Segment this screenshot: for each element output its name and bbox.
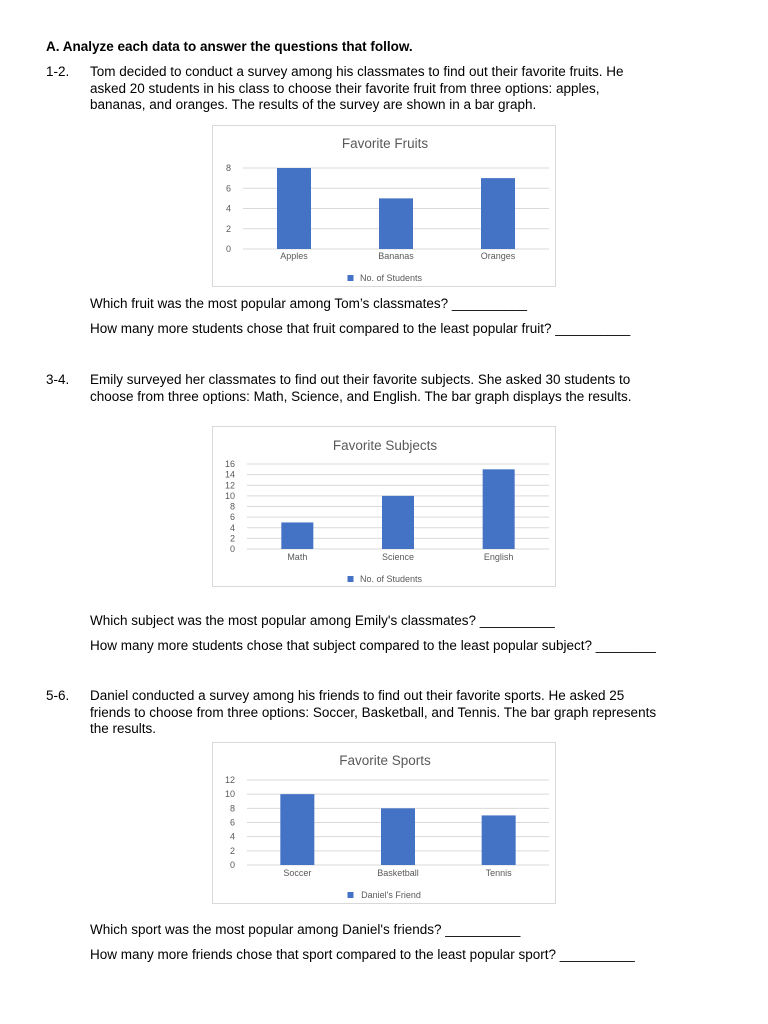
legend-label: Daniel's Friend — [361, 890, 421, 900]
bar-math — [281, 522, 313, 549]
y-tick-label: 2 — [225, 223, 231, 234]
chart-svg — [213, 126, 557, 288]
paragraph-line: Emily surveyed her classmates to find out their favorite subjects. She asked 30 students to — [90, 372, 631, 387]
x-tick-label: English — [483, 552, 514, 562]
question: How many more students chose that subject compared to the least popular subject? ________ — [90, 638, 656, 653]
legend-label: No. of Students — [359, 574, 423, 584]
y-tick-label: 6 — [229, 817, 235, 828]
y-tick-label: 2 — [229, 845, 235, 856]
x-tick-label: Basketball — [377, 868, 419, 878]
chart-title: Favorite Sports — [339, 753, 431, 768]
question: How many more friends chose that sport compared to the least popular sport? __________ — [90, 947, 635, 962]
question: Which fruit was the most popular among Tom’s classmates? __________ — [90, 296, 527, 311]
legend-swatch — [348, 892, 354, 898]
y-tick-label: 16 — [224, 459, 235, 469]
paragraph-line: choose from three options: Math, Science, and English. The bar graph displays the results. — [90, 388, 632, 404]
bar-apples — [277, 168, 311, 249]
bar-tennis — [482, 815, 516, 865]
bar-soccer — [280, 794, 314, 865]
item-paragraph — [90, 64, 624, 114]
bar-english — [483, 469, 515, 549]
paragraph-line: asked 20 students in his class to choose their favorite fruit from three options: apples, — [90, 80, 600, 96]
y-tick-label: 12 — [224, 775, 235, 785]
x-tick-label: Apples — [280, 251, 308, 261]
x-tick-label: Math — [287, 552, 308, 562]
y-tick-label: 12 — [224, 480, 235, 491]
x-tick-label: Soccer — [283, 868, 312, 878]
y-tick-label: 8 — [229, 803, 235, 814]
paragraph-line: friends to choose from three options: Soccer, Basketball, and Tennis. The bar graph represents — [90, 704, 657, 720]
legend-swatch — [348, 576, 354, 582]
chart-svg — [213, 743, 557, 905]
item-paragraph — [90, 372, 632, 405]
item-number: 3-4. — [46, 372, 70, 387]
bar-oranges — [481, 178, 515, 249]
chart-title: Favorite Subjects — [332, 438, 438, 453]
x-tick-label: Oranges — [480, 251, 516, 261]
paragraph-line: Daniel conducted a survey among his friends to find out their favorite sports. He asked 25 — [90, 688, 625, 703]
x-tick-label: Bananas — [378, 251, 414, 261]
y-tick-label: 4 — [229, 831, 235, 842]
y-tick-label: 0 — [229, 544, 235, 554]
y-tick-label: 4 — [229, 522, 235, 533]
chart-svg — [213, 427, 557, 588]
y-tick-label: 8 — [229, 501, 235, 512]
paragraph-line: bananas, and oranges. The results of the survey are shown in a bar graph. — [90, 97, 537, 112]
chart-title: Favorite Fruits — [341, 136, 429, 151]
y-tick-label: 6 — [225, 183, 231, 194]
legend-label: No. of Students — [359, 273, 423, 283]
paragraph-line: Tom decided to conduct a survey among his classmates to find out their favorite fruits. He — [90, 64, 624, 79]
y-tick-label: 8 — [225, 163, 231, 173]
bar-chart-subjects — [212, 426, 556, 587]
x-tick-label: Science — [381, 552, 415, 562]
y-tick-label: 10 — [224, 789, 235, 800]
bar-chart-sports — [212, 742, 556, 904]
y-tick-label: 14 — [224, 469, 235, 480]
question: Which sport was the most popular among Daniel's friends? __________ — [90, 922, 521, 937]
y-tick-label: 2 — [229, 533, 235, 544]
legend-swatch — [348, 275, 354, 281]
item-number: 1-2. — [46, 64, 70, 79]
y-tick-label: 0 — [225, 244, 231, 254]
y-tick-label: 6 — [229, 512, 235, 523]
item-number: 5-6. — [46, 688, 70, 703]
paragraph-line: the results. — [90, 721, 157, 736]
bar-basketball — [381, 808, 415, 865]
bar-bananas — [379, 198, 413, 249]
y-tick-label: 4 — [225, 203, 231, 214]
bar-chart-fruits — [212, 125, 556, 287]
bar-science — [382, 496, 414, 549]
question: How many more students chose that fruit compared to the least popular fruit? __________ — [90, 321, 631, 336]
y-tick-label: 0 — [229, 860, 235, 870]
y-tick-label: 10 — [224, 490, 235, 501]
x-tick-label: Tennis — [485, 868, 512, 878]
item-paragraph — [90, 688, 656, 738]
question: Which subject was the most popular among Emily's classmates? __________ — [90, 613, 555, 628]
section-title: A. Analyze each data to answer the questions that follow. — [46, 39, 413, 54]
